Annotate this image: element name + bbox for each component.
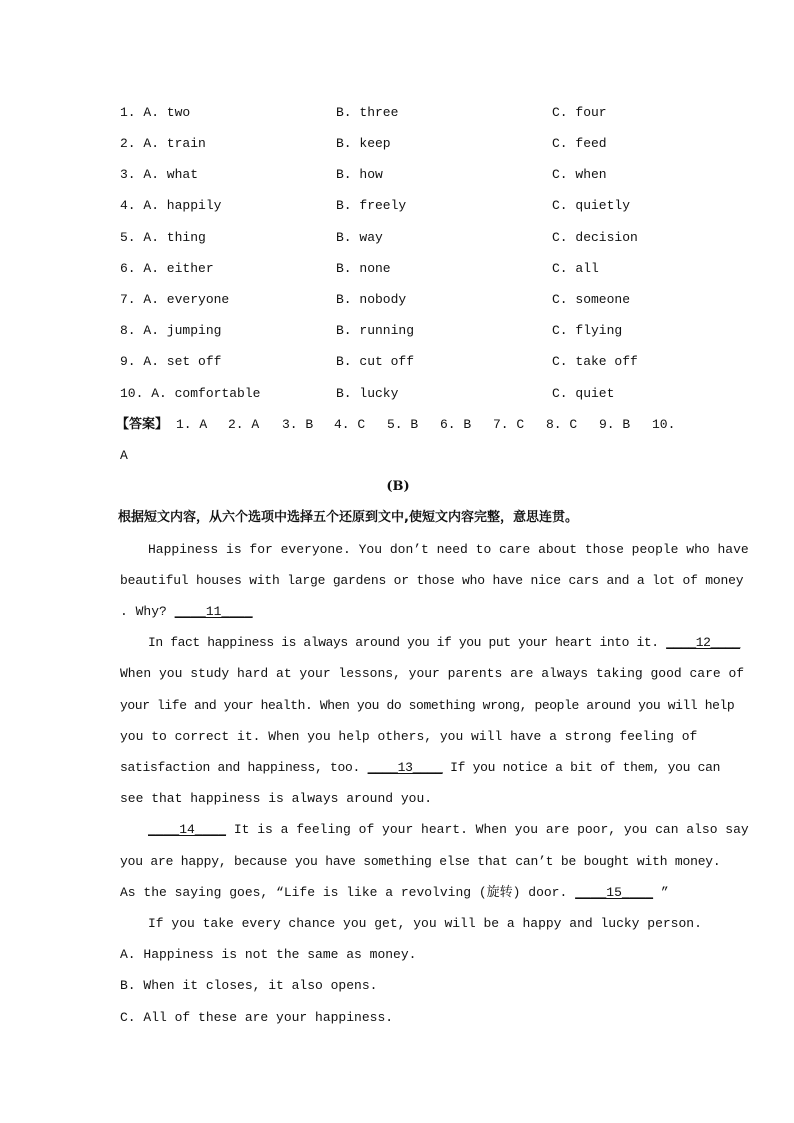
passage-line: your life and your health. When you do something wrong, people around you will help xyxy=(120,698,735,713)
option-b: B. freely xyxy=(336,198,407,213)
option-b: B. running xyxy=(336,323,415,338)
answer-wrap: A xyxy=(120,448,128,463)
answer-item: 10. xyxy=(652,417,676,432)
option-b: B. cut off xyxy=(336,354,415,369)
passage-text: . Why? xyxy=(120,604,167,619)
option-row xyxy=(120,227,676,249)
passage-line xyxy=(120,601,676,623)
choice-c: C. All of these are your happiness. xyxy=(120,1010,394,1025)
passage-line xyxy=(120,757,721,779)
blank-12[interactable]: ____12____ xyxy=(666,635,741,650)
answer-item: 1. A xyxy=(176,417,208,432)
option-row xyxy=(120,102,676,124)
option-a: 2. A. train xyxy=(120,136,206,151)
option-row xyxy=(120,289,676,311)
option-b: B. lucky xyxy=(336,386,399,401)
blank-13[interactable]: ____13____ xyxy=(367,760,443,775)
passage-line xyxy=(120,632,741,654)
option-row xyxy=(120,258,676,280)
option-a: 1. A. two xyxy=(120,105,191,120)
answer-item: 2. A xyxy=(228,417,260,432)
passage-text: satisfaction and happiness, too. xyxy=(120,760,361,775)
option-c: C. all xyxy=(552,261,599,276)
option-b: B. how xyxy=(336,167,383,182)
option-row xyxy=(120,383,676,405)
passage-text: If you notice a bit of them, you can xyxy=(450,760,721,775)
passage-line: see that happiness is always around you. xyxy=(120,791,433,806)
option-a: 9. A. set off xyxy=(120,354,222,369)
option-c: C. feed xyxy=(552,136,607,151)
answer-item: 7. C xyxy=(493,417,525,432)
blank-11[interactable]: ____11____ xyxy=(174,604,253,619)
option-a: 10. A. comfortable xyxy=(120,386,261,401)
option-row xyxy=(120,133,676,155)
choice-b: B. When it closes, it also opens. xyxy=(120,978,378,993)
option-c: C. when xyxy=(552,167,607,182)
answer-key xyxy=(116,414,676,436)
option-c: C. take off xyxy=(552,354,638,369)
option-a: 4. A. happily xyxy=(120,198,222,213)
choice-a: A. Happiness is not the same as money. xyxy=(120,947,417,962)
option-a: 7. A. everyone xyxy=(120,292,230,307)
passage-line: you to correct it. When you help others, you will have a strong feeling of xyxy=(120,729,698,744)
option-a: 8. A. jumping xyxy=(120,323,222,338)
passage-line: you are happy, because you have something else that can’t be bought with money. xyxy=(120,854,721,869)
option-c: C. four xyxy=(552,105,607,120)
answer-item: 4. C xyxy=(334,417,366,432)
option-b: B. three xyxy=(336,105,399,120)
passage-line: If you take every chance you get, you will be a happy and lucky person. xyxy=(148,916,702,931)
answer-item: 8. C xyxy=(546,417,578,432)
option-a: 5. A. thing xyxy=(120,230,206,245)
section-title: (B) xyxy=(386,479,410,494)
option-c: C. someone xyxy=(552,292,631,307)
passage-text: ” xyxy=(660,885,669,900)
option-b: B. keep xyxy=(336,136,391,151)
option-row xyxy=(120,351,676,373)
passage-text: As the saying goes, “Life is like a revolving (旋转) door. xyxy=(120,885,568,900)
answer-item: 5. B xyxy=(387,417,419,432)
option-a: 3. A. what xyxy=(120,167,199,182)
instruction: 根据短文内容，从六个选项中选择五个还原到文中,使短文内容完整，意思连贯。 xyxy=(118,510,578,525)
passage-line: When you study hard at your lessons, your parents are always taking good care of xyxy=(120,666,745,681)
blank-15[interactable]: ____15____ xyxy=(575,885,654,900)
passage-line xyxy=(120,819,749,841)
option-b: B. way xyxy=(336,230,383,245)
blank-14[interactable]: ____14____ xyxy=(148,822,227,837)
answer-item: 9. B xyxy=(599,417,631,432)
option-row xyxy=(120,320,676,342)
option-c: C. quiet xyxy=(552,386,615,401)
passage-line: beautiful houses with large gardens or those who have nice cars and a lot of money xyxy=(120,573,744,588)
answer-item: 6. B xyxy=(440,417,472,432)
answer-item: 3. B xyxy=(282,417,314,432)
passage-line xyxy=(120,882,676,904)
option-row xyxy=(120,195,676,217)
option-c: C. decision xyxy=(552,230,638,245)
option-c: C. flying xyxy=(552,323,623,338)
passage-text: It is a feeling of your heart. When you are poor, you can also say xyxy=(233,822,749,837)
answer-label: 【答案】 xyxy=(116,417,169,432)
option-row xyxy=(120,164,676,186)
option-b: B. none xyxy=(336,261,391,276)
passage-text: In fact happiness is always around you if you put your heart into it. xyxy=(148,635,659,650)
option-b: B. nobody xyxy=(336,292,407,307)
passage-line: Happiness is for everyone. You don’t need to care about those people who have xyxy=(148,542,749,557)
option-c: C. quietly xyxy=(552,198,631,213)
option-a: 6. A. either xyxy=(120,261,214,276)
